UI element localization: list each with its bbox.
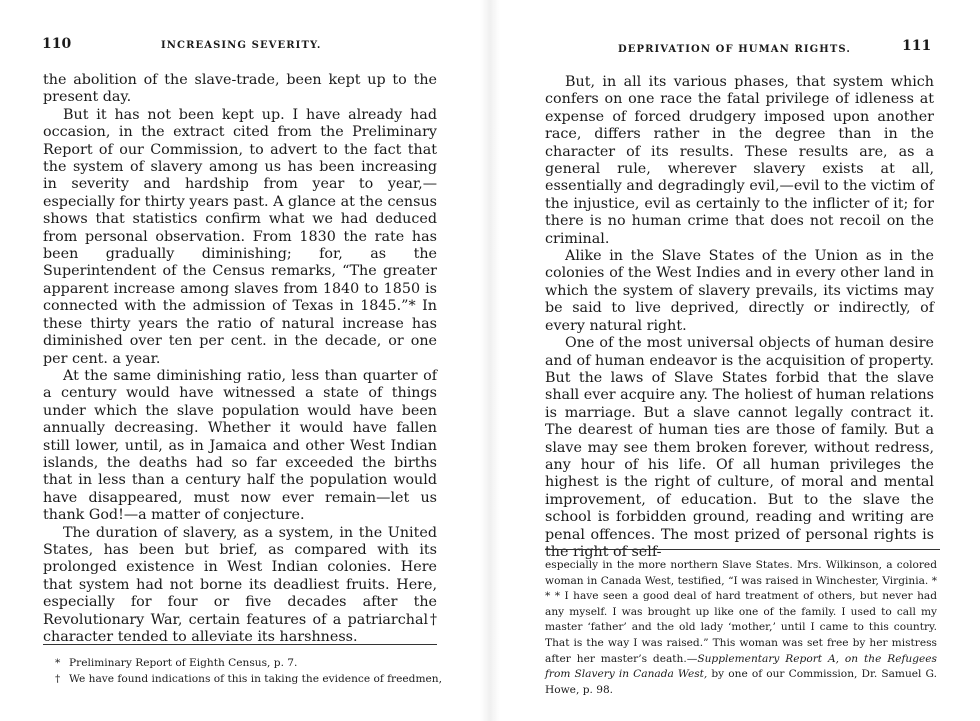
- right-page-number: 111: [902, 38, 932, 54]
- footnote-rule: [545, 549, 940, 550]
- paragraph: the abolition of the slave-trade, been kept up to the present day.: [43, 72, 437, 106]
- footnote-text: Preliminary Report of Eighth Census, p. 7.: [69, 657, 298, 669]
- footnote-rule: [43, 644, 437, 645]
- paragraph: Alike in the Slave States of the Union as in the colonies of the West Indies and in every other land in which the system of slavery prevails, its victims may be said to live deprived, directly or indirectly, of every natural right.: [545, 248, 934, 334]
- left-body-text: [43, 72, 437, 646]
- footnote: [55, 656, 445, 672]
- footnote-continuation: [545, 558, 937, 698]
- right-page: [490, 0, 980, 721]
- right-footnote: [545, 558, 937, 698]
- footnote-text: We have found indications of this in taking the evidence of freedmen,: [69, 672, 442, 685]
- left-page-number: 110: [42, 36, 72, 52]
- paragraph: At the same diminishing ratio, less than quarter of a century would have witnessed a state of things under which the slave population would have been annually decreasing. Whether it would have fallen still lower, until, as in Jamaica and other West Indian islands, the deaths had so far exceeded the births that in less than a century half the population would have disappeared, must now ever remain—let us thank God!—a matter of conjecture.: [43, 367, 437, 524]
- paragraph: But, in all its various phases, that system which confers on one race the fatal privilege of idleness at expense of forced drudgery imposed upon another race, differs rather in the degree than in the character of its results. These results are, as a general rule, wherever slavery exists at all, essentially and degradingly evil,—evil to the victim of the injustice, evil as certainly to the inflicter of it; for there is no human crime that does not recoil on the criminal.: [545, 74, 934, 247]
- left-running-head: INCREASING SEVERITY.: [161, 40, 322, 51]
- paragraph: One of the most universal objects of human desire and of human endeavor is the acquisition of property. But the laws of Slave States forbid that the slave shall ever acquire any. The holiest of human relations is marriage. But a slave cannot legally contract it. The dearest of human ties are those of family. But a slave may see them broken forever, without redress, any hour of his life. Of all human privileges the highest is the right of culture, of moral and mental improvement, of education. But to the slave the school is forbidden ground, reading and writing are penal offences. The most prized of personal rights is the right of self-: [545, 335, 934, 560]
- footnote-text-end: by one of our Commission, Dr. Samuel G. Howe, p. 98.: [545, 668, 937, 696]
- right-page-header: [490, 36, 980, 56]
- left-footnotes: [55, 656, 445, 687]
- footnote-marker: †: [55, 672, 61, 685]
- footnote: [55, 672, 445, 688]
- paragraph: But it has not been kept up. I have already had occasion, in the extract cited from the Preliminary Report of our Commission, to advert to the fact that the system of slavery among us has been increasing in severity and hardship from year to year,—especially for thirty years past. A glance at the census shows that statistics confirm what we had deduced from personal observation. From 1830 the rate has been gradually diminishing; for, as the Superintendent of the Census remarks, “The greater apparent increase among slaves from 1840 to 1850 is connected with the admission of Texas in 1845.”* In these thirty years the ratio of natural increase has diminished over ten per cent. in the decade, or one per cent. a year.: [43, 106, 437, 367]
- right-body-text: [545, 74, 934, 561]
- footnote-text: especially in the more northern Slave States. Mrs. Wilkinson, a colored woman in Canada West, testified, “I was raised in Winchester, Virginia. * * * I have seen a good deal of hard treatment of others, but never had any myself. I was brought up like one of the family. I used to call my master ‘father’ and the old lady ‘mother,’ until I came to this country. That is the way I was raised.” This woman was set free by her mistress after her master’s death.—: [545, 559, 937, 665]
- left-page-header: [0, 36, 490, 56]
- right-running-head: DEPRIVATION OF HUMAN RIGHTS.: [618, 44, 851, 55]
- footnote-marker: *: [55, 657, 61, 669]
- footnote-source-title: Supplementary Report A, on the Refugees from Slavery in Canada West,: [545, 652, 937, 681]
- paragraph: The duration of slavery, as a system, in the United States, has been but brief, as compared with its prolonged existence in West Indian colonies. Here that system had not borne its deadliest fruits. Here, especially for four or five decades after the Revolutionary War, certain features of a patriarchal† character tended to alleviate its harshness.: [43, 524, 437, 645]
